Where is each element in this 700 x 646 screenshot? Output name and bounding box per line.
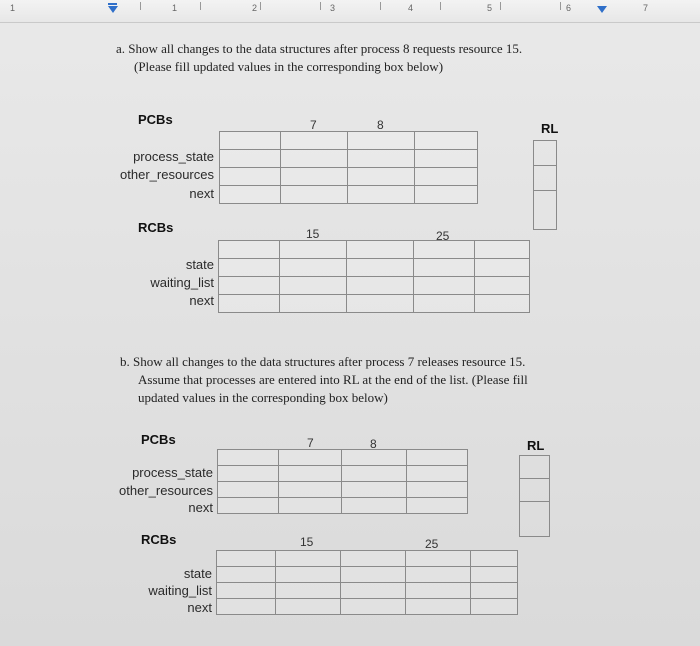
rcb-cell[interactable] xyxy=(276,599,341,615)
pcb-cell[interactable] xyxy=(218,482,279,498)
pcb-cell[interactable] xyxy=(407,498,468,514)
rcb-cell[interactable] xyxy=(341,567,406,583)
ruler-number: 3 xyxy=(330,3,336,13)
rcb-cell[interactable] xyxy=(471,583,518,599)
row-label-other-resources-b: other_resources xyxy=(119,483,213,498)
rcb-cell[interactable] xyxy=(280,241,347,259)
pcb-cell[interactable] xyxy=(279,450,342,466)
pcb-cell[interactable] xyxy=(281,168,348,186)
pcb-cell[interactable] xyxy=(407,450,468,466)
rcb-cell[interactable] xyxy=(280,259,347,277)
pcb-cell[interactable] xyxy=(220,168,281,186)
rcb-cell[interactable] xyxy=(347,277,414,295)
pcb-cell[interactable] xyxy=(279,482,342,498)
question-b-line3: updated values in the corresponding box below) xyxy=(138,390,388,405)
rcbs-header-b: RCBs xyxy=(141,532,177,547)
pcb-column-8-a: 8 xyxy=(377,118,384,132)
row-label-waiting-list-b: waiting_list xyxy=(148,583,212,598)
rcb-column-15-b: 15 xyxy=(300,535,314,549)
pcb-column-8-b: 8 xyxy=(370,437,377,451)
rcb-cell[interactable] xyxy=(414,241,475,259)
ruler-number: 1 xyxy=(172,3,178,13)
rcb-cell[interactable] xyxy=(276,551,341,567)
pcb-cell[interactable] xyxy=(342,466,407,482)
rcb-cell[interactable] xyxy=(414,277,475,295)
rcb-cell[interactable] xyxy=(475,295,530,313)
rcb-cell[interactable] xyxy=(406,567,471,583)
pcb-cell[interactable] xyxy=(348,132,415,150)
pcb-table-a xyxy=(219,131,478,204)
rcb-cell[interactable] xyxy=(471,599,518,615)
rcb-cell[interactable] xyxy=(217,551,276,567)
rcbs-header-a: RCBs xyxy=(138,220,174,235)
rcb-cell[interactable] xyxy=(217,567,276,583)
rcb-cell[interactable] xyxy=(414,259,475,277)
right-indent-marker-icon[interactable] xyxy=(597,6,607,13)
pcb-cell[interactable] xyxy=(348,168,415,186)
row-label-state-b: state xyxy=(183,566,212,581)
pcb-cell[interactable] xyxy=(342,498,407,514)
rcb-cell[interactable] xyxy=(414,295,475,313)
rcb-column-25-b: 25 xyxy=(425,537,439,551)
first-line-indent-marker-icon[interactable] xyxy=(108,6,118,13)
pcb-cell[interactable] xyxy=(415,168,478,186)
pcb-cell[interactable] xyxy=(218,498,279,514)
question-a-line2: (Please fill updated values in the corresponding box below) xyxy=(134,59,444,74)
pcb-cell[interactable] xyxy=(279,466,342,482)
ruler-number: 2 xyxy=(252,3,258,13)
row-label-state-a: state xyxy=(185,257,214,272)
pcb-cell[interactable] xyxy=(218,450,279,466)
rcb-cell[interactable] xyxy=(471,551,518,567)
rcb-cell[interactable] xyxy=(347,241,414,259)
pcb-cell[interactable] xyxy=(342,482,407,498)
pcb-cell[interactable] xyxy=(342,450,407,466)
rcb-cell[interactable] xyxy=(280,277,347,295)
rcb-cell[interactable] xyxy=(219,259,280,277)
pcb-column-7-a: 7 xyxy=(310,118,317,132)
ruler-number: 6 xyxy=(566,3,572,13)
pcb-cell[interactable] xyxy=(415,150,478,168)
pcb-cell[interactable] xyxy=(220,186,281,204)
rcb-cell[interactable] xyxy=(406,551,471,567)
row-label-other-resources-a: other_resources xyxy=(120,167,214,182)
ruler-number: 1 xyxy=(10,3,16,13)
pcb-cell[interactable] xyxy=(281,150,348,168)
row-label-next-b: next xyxy=(188,500,213,515)
pcb-cell[interactable] xyxy=(407,466,468,482)
rcb-cell[interactable] xyxy=(347,295,414,313)
rcb-cell[interactable] xyxy=(347,259,414,277)
pcb-cell[interactable] xyxy=(348,150,415,168)
rcb-column-15-a: 15 xyxy=(306,227,320,241)
rcb-cell[interactable] xyxy=(471,567,518,583)
pcb-cell[interactable] xyxy=(281,186,348,204)
rcb-cell[interactable] xyxy=(475,259,530,277)
row-label-process-state-a: process_state xyxy=(133,149,214,164)
horizontal-ruler[interactable] xyxy=(0,0,700,23)
rcb-cell[interactable] xyxy=(217,583,276,599)
rcb-table-b xyxy=(216,550,518,615)
question-b-line2: Assume that processes are entered into RL at the end of the list. (Please fill xyxy=(138,372,528,387)
rcb-cell[interactable] xyxy=(475,277,530,295)
pcb-cell[interactable] xyxy=(220,132,281,150)
pcb-cell[interactable] xyxy=(218,466,279,482)
row-label-next-a: next xyxy=(189,186,214,201)
ruler-number: 4 xyxy=(408,3,414,13)
ruler-number: 5 xyxy=(487,3,493,13)
pcb-table-b xyxy=(217,449,468,514)
rcb-cell[interactable] xyxy=(406,583,471,599)
rl-header-a: RL xyxy=(541,121,559,136)
rcb-cell[interactable] xyxy=(219,277,280,295)
question-b-line1: b. Show all changes to the data structures after process 7 releases resource 15. xyxy=(120,354,526,369)
rcb-cell[interactable] xyxy=(276,567,341,583)
ruler-number: 7 xyxy=(643,3,649,13)
rl-header-b: RL xyxy=(527,438,545,453)
question-a-line1: a. Show all changes to the data structures after process 8 requests resource 15. xyxy=(116,41,523,56)
rcb-cell[interactable] xyxy=(276,583,341,599)
left-indent-marker-icon[interactable] xyxy=(108,3,117,5)
rcb-table-a xyxy=(218,240,530,313)
pcb-cell[interactable] xyxy=(220,150,281,168)
rcb-column-25-a: 25 xyxy=(436,229,450,243)
rcb-cell[interactable] xyxy=(219,295,280,313)
rcb-cell[interactable] xyxy=(219,241,280,259)
rcb-cell[interactable] xyxy=(475,241,530,259)
rcb-cell[interactable] xyxy=(406,599,471,615)
rl-list-box-b[interactable] xyxy=(519,455,550,537)
rcb-cell[interactable] xyxy=(280,295,347,313)
pcb-cell[interactable] xyxy=(407,482,468,498)
pcb-column-7-b: 7 xyxy=(307,436,314,450)
row-label-next-rcb-b: next xyxy=(187,600,212,615)
rcb-cell[interactable] xyxy=(217,599,276,615)
pcb-cell[interactable] xyxy=(281,132,348,150)
row-label-next-rcb-a: next xyxy=(189,293,214,308)
pcb-cell[interactable] xyxy=(279,498,342,514)
pcbs-header-a: PCBs xyxy=(138,112,173,127)
pcb-cell[interactable] xyxy=(415,132,478,150)
rl-list-box-a[interactable] xyxy=(533,140,557,230)
row-label-waiting-list-a: waiting_list xyxy=(150,275,214,290)
pcbs-header-b: PCBs xyxy=(141,432,176,447)
pcb-cell[interactable] xyxy=(348,186,415,204)
rcb-cell[interactable] xyxy=(341,583,406,599)
rcb-cell[interactable] xyxy=(341,599,406,615)
rcb-cell[interactable] xyxy=(341,551,406,567)
row-label-process-state-b: process_state xyxy=(132,465,213,480)
pcb-cell[interactable] xyxy=(415,186,478,204)
